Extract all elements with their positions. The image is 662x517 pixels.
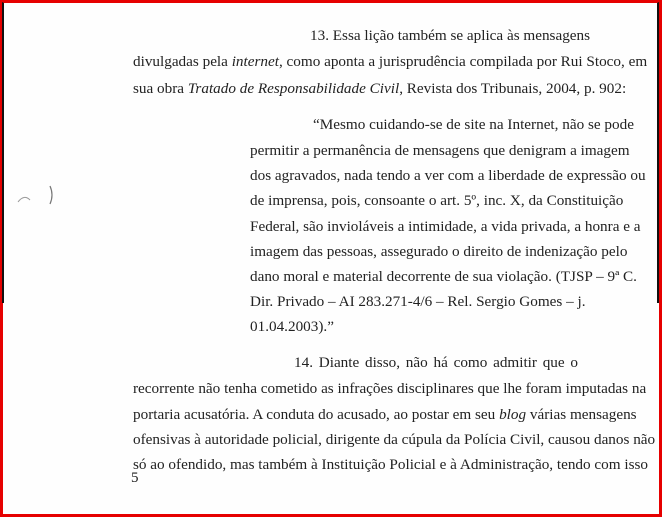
paragraph-14-line-3 [133,406,637,424]
italic-term-internet: internet [231,53,279,70]
hole-punch-mark-icon [16,188,38,210]
quote-line-6: imagem das pessoas, assegurado o direito de indenização pelo [250,243,628,260]
page-number: 5 [131,470,139,486]
paragraph-13-line-2 [133,53,648,71]
text-run: sua obra [133,80,188,97]
paragraph-13-number: 13. [310,27,329,44]
quote-line-2: permitir a permanência de mensagens que denigram a imagem [250,142,630,159]
quote-line-9: 01.04.2003).” [250,318,334,335]
quote-line-7: dano moral e material decorrente de sua violação. (TJSP – 9ª C. [250,268,637,285]
bracket-mark-icon [48,184,56,206]
italic-book-title: Tratado de Responsabilidade Civil [187,80,400,97]
quote-line-8: Dir. Privado – AI 283.271-4/6 – Rel. Sergio Gomes – j. [250,293,586,310]
quote-line-1: “Mesmo cuidando-se de site na Internet, não se pode [313,116,634,133]
text-run: , como aponta a jurisprudência compilada por Rui Stoco, em [278,53,648,70]
paragraph-14-line-5: só ao ofendido, mas também à Instituição Policial e à Administração, tendo com isso [133,456,648,473]
italic-term-blog: blog [499,406,527,423]
paragraph-13-text: Essa lição também se aplica às mensagens [332,27,591,44]
paragraph-13-line-3 [133,80,626,98]
paragraph-14-line-4: ofensivas à autoridade policial, dirigente da cúpula da Polícia Civil, causou danos não [133,431,656,448]
paragraph-14-line-1 [294,354,578,372]
paragraph-14-number: 14. [294,354,313,371]
quote-line-4: de imprensa, pois, consoante o art. 5º, inc. X, da Constituição [250,192,624,209]
paragraph-14-text: Diante disso, não há como admitir que o [318,354,578,371]
text-run: , Revista dos Tribunais, 2004, p. 902: [399,80,627,97]
quote-line-3: dos agravados, nada tendo a ver com a liberdade de expressão ou [250,167,646,184]
quote-line-5: Federal, são invioláveis a intimidade, a vida privada, a honra e a [250,218,641,235]
text-run: várias mensagens [526,406,637,423]
text-run: divulgadas pela [133,53,232,70]
text-run: portaria acusatória. A conduta do acusado, ao postar em seu [133,406,500,423]
paragraph-13-line-1 [310,27,591,45]
paragraph-14-line-2: recorrente não tenha cometido as infrações disciplinares que lhe foram imputadas na [133,380,647,397]
